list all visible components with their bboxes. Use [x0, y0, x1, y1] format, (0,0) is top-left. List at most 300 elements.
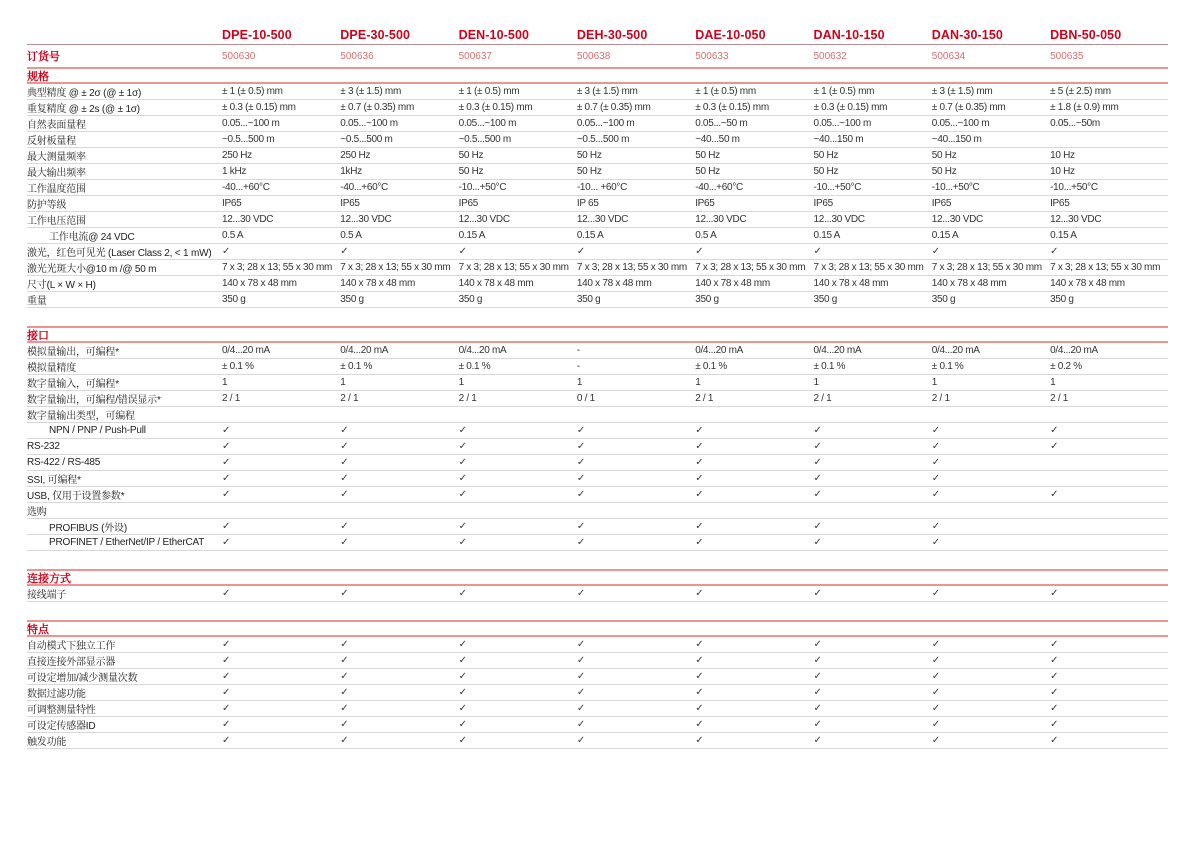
check-icon: ✓ [931, 246, 941, 257]
spec-row [27, 586, 1168, 602]
row-label: 直接连接外部显示器 [27, 657, 116, 668]
spec-value: -10...+50°C [1050, 182, 1098, 193]
order-number: 500637 [458, 50, 492, 62]
spec-value: ± 1 (± 0.5) mm [695, 86, 756, 97]
spec-value: 7 x 3; 28 x 13; 55 x 30 mm [1050, 262, 1161, 273]
check-icon: ✓ [931, 537, 941, 548]
row-label: 数字量输入，可编程* [27, 379, 119, 390]
spec-value: 10 Hz [1050, 150, 1075, 161]
spec-value: 50 Hz [813, 150, 839, 161]
order-number: 500632 [813, 50, 847, 62]
row-label: 重量 [27, 296, 47, 307]
check-icon: ✓ [931, 425, 941, 436]
product-name: DEN-10-500 [458, 28, 530, 42]
check-icon: ✓ [1050, 671, 1059, 682]
product-spec-table [27, 26, 1168, 749]
check-icon: ✓ [458, 425, 467, 436]
spec-value: 0/4...20 mA [1050, 345, 1098, 356]
spec-row [27, 637, 1168, 653]
spec-value: ± 3 (± 1.5) mm [576, 86, 638, 97]
check-icon: ✓ [695, 703, 704, 714]
check-icon: ✓ [931, 687, 941, 698]
spec-row [27, 292, 1168, 308]
spec-row [27, 375, 1168, 391]
spec-value: ± 1 (± 0.5) mm [458, 86, 520, 97]
check-icon: ✓ [458, 719, 467, 730]
spec-value: ± 0.1 % [340, 361, 373, 372]
spec-value: -40...+60°C [222, 182, 270, 193]
spec-value: 140 x 78 x 48 mm [458, 278, 534, 289]
spec-value: 0/4...20 mA [340, 345, 389, 356]
spec-row [27, 407, 1168, 423]
check-icon: ✓ [695, 655, 704, 666]
order-number: 500635 [1050, 50, 1084, 62]
spec-row [27, 132, 1168, 148]
check-icon: ✓ [931, 489, 941, 500]
spec-value: ~40...150 m [931, 134, 982, 145]
spec-value: -10... +60°C [576, 182, 628, 193]
spec-row [27, 423, 1168, 439]
spec-value: 0.5 A [695, 230, 717, 241]
spec-value: 2 / 1 [813, 393, 832, 404]
check-icon: ✓ [1050, 735, 1059, 746]
spec-value: 350 g [695, 294, 719, 305]
order-number: 500634 [931, 50, 966, 62]
check-icon: ✓ [931, 719, 941, 730]
check-icon: ✓ [576, 703, 586, 714]
spec-value: 7 x 3; 28 x 13; 55 x 30 mm [458, 262, 569, 273]
section-title-features: 特点 [27, 620, 1168, 637]
spec-value: ± 1 (± 0.5) mm [813, 86, 875, 97]
check-icon: ✓ [695, 425, 704, 436]
spec-value: ± 0.7 (± 0.35) mm [340, 102, 414, 113]
spec-value: 1 [458, 377, 464, 388]
spec-value: 50 Hz [813, 166, 839, 177]
spec-value: IP 65 [576, 198, 599, 209]
spec-value: 0.05...~100 m [576, 118, 635, 129]
spec-value: 0.05...~50m [1050, 118, 1100, 129]
row-label: 激光光斑大小@10 m /@ 50 m [27, 264, 157, 275]
spec-value: 50 Hz [576, 150, 602, 161]
spec-value: ± 0.3 (± 0.15) mm [458, 102, 533, 113]
spec-value: 0.05...~100 m [222, 118, 280, 129]
check-icon: ✓ [340, 719, 349, 730]
check-icon: ✓ [458, 246, 467, 257]
check-icon: ✓ [576, 687, 586, 698]
spec-row [27, 276, 1168, 292]
section-title-specs: 规格 [27, 67, 1168, 84]
spec-value: 2 / 1 [695, 393, 714, 404]
check-icon: ✓ [1050, 441, 1059, 452]
row-label: 模拟量精度 [27, 363, 76, 374]
row-label: 激光，红色可见光 (Laser Class 2, < 1 mW) [27, 248, 212, 259]
check-icon: ✓ [458, 671, 467, 682]
spec-value: 0.15 A [576, 230, 604, 241]
check-icon: ✓ [576, 457, 586, 468]
spec-row [27, 260, 1168, 276]
check-icon: ✓ [458, 457, 467, 468]
row-label: USB, 仅用于设置参数* [27, 491, 125, 502]
spec-value: ± 0.1 % [931, 361, 964, 372]
check-icon: ✓ [931, 671, 941, 682]
check-icon: ✓ [340, 735, 349, 746]
spec-row [27, 343, 1168, 359]
spec-value: ± 0.1 % [458, 361, 491, 372]
spec-value: ~0.5...500 m [576, 134, 630, 145]
spec-value: 10 Hz [1050, 166, 1075, 177]
check-icon: ✓ [340, 671, 349, 682]
spec-value: ± 0.3 (± 0.15) mm [813, 102, 888, 113]
product-name: DAN-10-150 [813, 28, 885, 42]
spec-value: 350 g [576, 294, 601, 305]
check-icon: ✓ [576, 441, 586, 452]
spec-value: 350 g [1050, 294, 1074, 305]
spec-value: ± 0.1 % [222, 361, 254, 372]
spec-row [27, 148, 1168, 164]
spec-value: 0.05...~100 m [813, 118, 872, 129]
row-label: 尺寸(L × W × H) [27, 280, 96, 291]
spec-value: ± 0.7 (± 0.35) mm [931, 102, 1006, 113]
spec-value: 50 Hz [931, 150, 957, 161]
check-icon: ✓ [813, 703, 822, 714]
spec-row [27, 535, 1168, 551]
row-label: 工作电流@ 24 VDC [49, 232, 135, 243]
check-icon: ✓ [813, 473, 822, 484]
row-label: SSI, 可编程* [27, 475, 81, 486]
spec-value: -10...+50°C [458, 182, 507, 193]
spec-value: ~40...150 m [813, 134, 864, 145]
spec-value: ± 0.3 (± 0.15) mm [222, 102, 296, 113]
check-icon: ✓ [222, 441, 231, 452]
spec-value: 1 [340, 377, 346, 388]
order-number-label: 订货号 [27, 51, 60, 63]
check-icon: ✓ [813, 489, 822, 500]
check-icon: ✓ [695, 588, 704, 599]
check-icon: ✓ [576, 246, 586, 257]
spec-value: IP65 [1050, 198, 1070, 209]
spec-row [27, 471, 1168, 487]
spec-value: 140 x 78 x 48 mm [931, 278, 1007, 289]
spec-row [27, 244, 1168, 260]
spec-value: 0.15 A [458, 230, 486, 241]
row-label: RS-232 [27, 441, 60, 452]
spec-row [27, 669, 1168, 685]
product-name: DAE-10-050 [695, 28, 766, 42]
check-icon: ✓ [458, 441, 467, 452]
spec-value: 0/4...20 mA [931, 345, 980, 356]
spec-value: 50 Hz [458, 150, 484, 161]
check-icon: ✓ [222, 703, 231, 714]
spec-value: 1kHz [340, 166, 362, 177]
check-icon: ✓ [813, 425, 822, 436]
spec-value: 0/4...20 mA [813, 345, 862, 356]
product-name: DPE-30-500 [340, 28, 411, 42]
check-icon: ✓ [931, 473, 941, 484]
row-label: NPN / PNP / Push-Pull [49, 425, 146, 436]
spec-value: ± 1 (± 0.5) mm [222, 86, 283, 97]
spec-value: 12...30 VDC [222, 214, 274, 225]
row-label: 可调整测量特性 [27, 705, 96, 716]
spec-value: 0/4...20 mA [458, 345, 507, 356]
row-label: 可设定增加/减少测量次数 [27, 673, 138, 684]
product-header-row [27, 26, 1168, 45]
order-number: 500638 [576, 50, 611, 62]
check-icon: ✓ [576, 489, 586, 500]
row-label: 数字量输出类型，可编程 [27, 411, 135, 422]
spec-value: ~0.5...500 m [222, 134, 275, 145]
spec-value: -10...+50°C [813, 182, 862, 193]
check-icon: ✓ [576, 425, 586, 436]
spec-value: 50 Hz [931, 166, 957, 177]
spec-value: 140 x 78 x 48 mm [695, 278, 770, 289]
check-icon: ✓ [222, 588, 231, 599]
check-icon: ✓ [813, 639, 822, 650]
check-icon: ✓ [222, 246, 231, 257]
spec-value: 0/4...20 mA [222, 345, 270, 356]
spec-value: IP65 [458, 198, 478, 209]
check-icon: ✓ [458, 687, 467, 698]
spec-row [27, 503, 1168, 519]
check-icon: ✓ [576, 655, 586, 666]
row-label: 数据过滤功能 [27, 689, 86, 700]
spec-value: ~0.5...500 m [458, 134, 511, 145]
check-icon: ✓ [576, 719, 586, 730]
spec-value: 350 g [222, 294, 246, 305]
row-label: 典型精度 @ ± 2σ (@ ± 1σ) [27, 88, 142, 99]
check-icon: ✓ [695, 719, 704, 730]
check-icon: ✓ [813, 441, 822, 452]
check-icon: ✓ [340, 425, 349, 436]
spec-value: ± 1.8 (± 0.9) mm [1050, 102, 1119, 113]
check-icon: ✓ [222, 687, 231, 698]
check-icon: ✓ [1050, 687, 1059, 698]
row-label: 接线端子 [27, 590, 67, 601]
spec-value: 350 g [340, 294, 364, 305]
spec-row [27, 196, 1168, 212]
spec-value: 50 Hz [576, 166, 602, 177]
check-icon: ✓ [931, 655, 941, 666]
spec-value: 7 x 3; 28 x 13; 55 x 30 mm [813, 262, 924, 273]
spec-value: 50 Hz [695, 150, 720, 161]
check-icon: ✓ [222, 425, 231, 436]
spec-value: 0/4...20 mA [695, 345, 744, 356]
check-icon: ✓ [931, 441, 941, 452]
check-icon: ✓ [576, 521, 586, 532]
check-icon: ✓ [813, 655, 822, 666]
spec-value: 1 kHz [222, 166, 247, 177]
spec-value: 140 x 78 x 48 mm [222, 278, 297, 289]
spec-value: 0 / 1 [576, 393, 595, 404]
spec-value: 12...30 VDC [695, 214, 747, 225]
spec-value: 2 / 1 [931, 393, 950, 404]
check-icon: ✓ [458, 639, 467, 650]
spec-value: 140 x 78 x 48 mm [576, 278, 652, 289]
spec-value: 350 g [458, 294, 483, 305]
spec-row [27, 717, 1168, 733]
check-icon: ✓ [458, 537, 467, 548]
spec-value: 0.5 A [222, 230, 244, 241]
spec-row [27, 180, 1168, 196]
spec-value: 0.5 A [340, 230, 362, 241]
row-label: PROFIBUS (外设) [49, 523, 127, 534]
spec-value: 1 [222, 377, 228, 388]
check-icon: ✓ [458, 588, 467, 599]
spec-value: IP65 [813, 198, 833, 209]
spec-value: ± 3 (± 1.5) mm [931, 86, 993, 97]
check-icon: ✓ [695, 441, 704, 452]
check-icon: ✓ [695, 671, 704, 682]
row-label: 工作电压范围 [27, 216, 86, 227]
spec-value: ± 0.2 % [1050, 361, 1082, 372]
order-number: 500630 [222, 50, 256, 62]
check-icon: ✓ [340, 246, 349, 257]
spec-value: 12...30 VDC [340, 214, 392, 225]
product-name: DBN-50-050 [1050, 28, 1122, 42]
check-icon: ✓ [458, 521, 467, 532]
check-icon: ✓ [222, 655, 231, 666]
spec-value: ± 3 (± 1.5) mm [340, 86, 401, 97]
spec-value: -10...+50°C [931, 182, 980, 193]
spec-value: 350 g [931, 294, 956, 305]
spec-value: 12...30 VDC [1050, 214, 1102, 225]
row-label: 最大测量频率 [27, 152, 86, 163]
spec-value: - [576, 345, 580, 356]
check-icon: ✓ [222, 457, 231, 468]
check-icon: ✓ [813, 671, 822, 682]
spec-row [27, 164, 1168, 180]
spec-value: IP65 [340, 198, 360, 209]
spec-row [27, 455, 1168, 471]
check-icon: ✓ [576, 537, 586, 548]
check-icon: ✓ [931, 735, 941, 746]
spec-value: 250 Hz [340, 150, 371, 161]
spec-value: 2 / 1 [340, 393, 359, 404]
check-icon: ✓ [222, 639, 231, 650]
row-label: 自然表面量程 [27, 120, 86, 131]
check-icon: ✓ [695, 687, 704, 698]
check-icon: ✓ [576, 639, 586, 650]
check-icon: ✓ [813, 719, 822, 730]
check-icon: ✓ [1050, 719, 1059, 730]
check-icon: ✓ [931, 703, 941, 714]
check-icon: ✓ [1050, 425, 1059, 436]
spec-value: ± 0.3 (± 0.15) mm [695, 102, 769, 113]
check-icon: ✓ [576, 671, 586, 682]
spec-value: ± 0.1 % [813, 361, 846, 372]
spec-value: 12...30 VDC [813, 214, 865, 225]
check-icon: ✓ [813, 687, 822, 698]
spec-row [27, 359, 1168, 375]
spec-value: 250 Hz [222, 150, 252, 161]
check-icon: ✓ [695, 246, 704, 257]
section-title-interface: 接口 [27, 326, 1168, 343]
spec-row [27, 391, 1168, 407]
spec-value: 2 / 1 [458, 393, 477, 404]
row-label: 反射板量程 [27, 136, 76, 147]
order-number: 500636 [340, 50, 374, 62]
check-icon: ✓ [222, 537, 231, 548]
check-icon: ✓ [813, 457, 822, 468]
check-icon: ✓ [1050, 703, 1059, 714]
spec-value: 7 x 3; 28 x 13; 55 x 30 mm [695, 262, 806, 273]
check-icon: ✓ [576, 735, 586, 746]
spec-value: IP65 [695, 198, 715, 209]
spec-value: 0.15 A [931, 230, 959, 241]
check-icon: ✓ [340, 687, 349, 698]
row-label: 模拟量输出，可编程* [27, 347, 119, 358]
check-icon: ✓ [458, 473, 467, 484]
check-icon: ✓ [340, 639, 349, 650]
check-icon: ✓ [222, 671, 231, 682]
spec-value: 1 [576, 377, 583, 388]
check-icon: ✓ [695, 521, 704, 532]
spec-row [27, 653, 1168, 669]
row-label: 重复精度 @ ± 2s (@ ± 1σ) [27, 104, 140, 115]
check-icon: ✓ [1050, 588, 1059, 599]
check-icon: ✓ [695, 489, 704, 500]
spec-value: 140 x 78 x 48 mm [813, 278, 889, 289]
spec-value: 12...30 VDC [458, 214, 510, 225]
row-label: 防护等级 [27, 200, 67, 211]
spec-row [27, 228, 1168, 244]
spec-row [27, 733, 1168, 749]
check-icon: ✓ [222, 719, 231, 730]
spec-value: 1 [813, 377, 819, 388]
row-label: 自动模式下独立工作 [27, 641, 116, 652]
spec-value: 0.15 A [1050, 230, 1077, 241]
order-number-row [27, 45, 1168, 67]
check-icon: ✓ [1050, 655, 1059, 666]
check-icon: ✓ [1050, 489, 1059, 500]
spec-value: 12...30 VDC [931, 214, 983, 225]
spec-value: - [576, 361, 580, 372]
row-label: PROFINET / EtherNet/IP / EtherCAT [49, 537, 205, 548]
check-icon: ✓ [222, 521, 231, 532]
spec-value: 1 [695, 377, 701, 388]
spec-value: 0.05...~100 m [931, 118, 990, 129]
check-icon: ✓ [340, 457, 349, 468]
check-icon: ✓ [340, 655, 349, 666]
check-icon: ✓ [458, 655, 467, 666]
check-icon: ✓ [931, 639, 941, 650]
check-icon: ✓ [695, 735, 704, 746]
check-icon: ✓ [340, 441, 349, 452]
check-icon: ✓ [340, 473, 349, 484]
spec-value: -40...+60°C [695, 182, 743, 193]
check-icon: ✓ [222, 735, 231, 746]
check-icon: ✓ [695, 473, 704, 484]
check-icon: ✓ [695, 639, 704, 650]
check-icon: ✓ [222, 489, 231, 500]
check-icon: ✓ [340, 537, 349, 548]
spec-value: 2 / 1 [222, 393, 240, 404]
spec-value: 0.05...~50 m [695, 118, 748, 129]
spec-value: 0.05...~100 m [340, 118, 398, 129]
check-icon: ✓ [340, 489, 349, 500]
check-icon: ✓ [813, 537, 822, 548]
check-icon: ✓ [458, 735, 467, 746]
check-icon: ✓ [576, 473, 586, 484]
spec-row [27, 212, 1168, 228]
spec-value: 7 x 3; 28 x 13; 55 x 30 mm [340, 262, 451, 273]
section-title-connection: 连接方式 [27, 569, 1168, 586]
check-icon: ✓ [1050, 246, 1059, 257]
row-label: 选购 [27, 507, 47, 518]
spec-value: 0.15 A [813, 230, 841, 241]
check-icon: ✓ [576, 588, 586, 599]
product-name: DPE-10-500 [222, 28, 292, 42]
check-icon: ✓ [1050, 639, 1059, 650]
